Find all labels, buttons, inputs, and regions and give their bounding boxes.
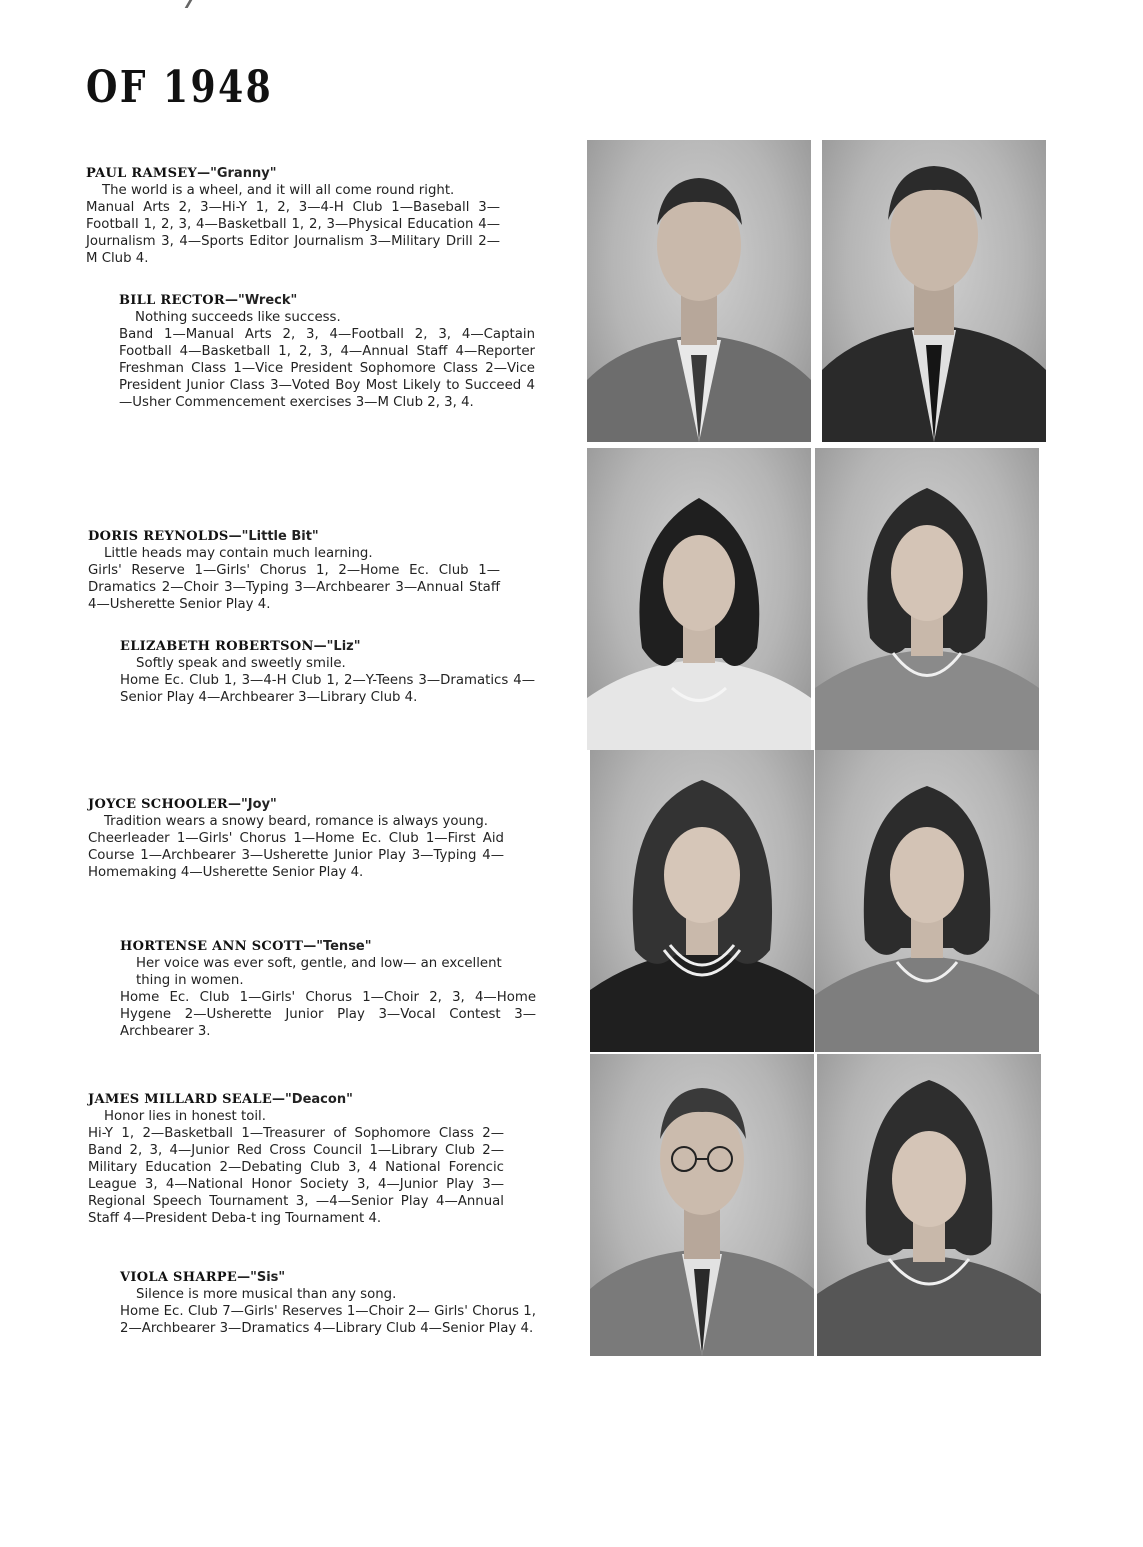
entry-activities: Cheerleader 1—Girls' Chorus 1—Home Ec. Club 1—First Aid Course 1—Archbearer 3—Usherette Junior Play 3—Typing 4—Homemaking 4—Usherette Senior Play 4. xyxy=(88,831,504,880)
entry-nickname: —"Deacon" xyxy=(272,1092,353,1107)
entry-nickname: —"Little Bit" xyxy=(228,529,319,544)
entry-paul-ramsey xyxy=(86,165,500,267)
entry-activities: Home Ec. Club 1—Girls' Chorus 1—Choir 2, 3, 4—Home Hygene 2—Usherette Junior Play 3—Vocal Contest 3—Archbearer 3. xyxy=(120,990,536,1039)
entry-elizabeth-robertson xyxy=(120,638,535,706)
entry-motto: Softly speak and sweetly smile. xyxy=(136,656,346,671)
stray-ink-mark xyxy=(177,0,193,8)
entry-nickname: —"Wreck" xyxy=(225,293,298,308)
entry-joyce-schooler xyxy=(88,796,504,881)
entry-name: HORTENSE ANN SCOTT xyxy=(120,939,304,954)
entry-name: VIOLA SHARPE xyxy=(120,1270,238,1285)
entry-motto: Tradition wears a snowy beard, romance is always young. xyxy=(104,814,488,829)
entry-nickname: —"Joy" xyxy=(228,797,277,812)
entry-activities: Hi-Y 1, 2—Basketball 1—Treasurer of Sophomore Class 2—Band 2, 3, 4—Junior Red Cross Council 1—Library Club 2—Military Education 2—Debating Club 3, 4 National Forencic League 3, 4—National Honor Society 3, 4—Junior Play 3—Regional Speech Tournament 3, —4—Senior Play 4—Annual Staff 4—President Deba-t ing Tournament 4. xyxy=(88,1126,504,1226)
entry-doris-reynolds xyxy=(88,528,500,613)
entry-motto: Her voice was ever soft, gentle, and low— an excellent thing in women. xyxy=(136,956,502,988)
entry-name: DORIS REYNOLDS xyxy=(88,529,229,544)
entry-activities: Girls' Reserve 1—Girls' Chorus 1, 2—Home Ec. Club 1—Dramatics 2—Choir 3—Typing 3—Archbearer 3—Annual Staff 4—Usherette Senior Play 4. xyxy=(88,563,500,612)
entry-nickname: —"Granny" xyxy=(197,166,277,181)
page-title: OF 1948 xyxy=(86,62,274,113)
entry-bill-rector xyxy=(119,292,535,411)
entry-name: ELIZABETH ROBERTSON xyxy=(120,639,314,654)
portrait-photo-hortense-ann-scott xyxy=(815,750,1039,1052)
portrait-photo-paul-ramsey xyxy=(587,140,811,442)
portrait-photo-joyce-schooler xyxy=(590,750,814,1052)
entry-nickname: —"Liz" xyxy=(313,639,361,654)
entry-activities: Home Ec. Club 7—Girls' Reserves 1—Choir 2— Girls' Chorus 1, 2—Archbearer 3—Dramatics 4—Library Club 4—Senior Play 4. xyxy=(120,1304,536,1336)
entry-name: JOYCE SCHOOLER xyxy=(88,797,229,812)
entry-viola-sharpe xyxy=(120,1269,536,1337)
entry-james-millard-seale xyxy=(88,1091,504,1227)
entry-motto: The world is a wheel, and it will all come round right. xyxy=(102,183,455,198)
entry-motto: Little heads may contain much learning. xyxy=(104,546,373,561)
entry-activities: Band 1—Manual Arts 2, 3, 4—Football 2, 3, 4—Captain Football 4—Basketball 1, 2, 3, 4—Annual Staff 4—Reporter Freshman Class 1—Vice President Sophomore Class 2—Vice President Junior Class 3—Voted Boy Most Likely to Succeed 4—Usher Commencement exercises 3—M Club 2, 3, 4. xyxy=(119,327,535,410)
entry-name: JAMES MILLARD SEALE xyxy=(88,1092,273,1107)
portrait-photo-elizabeth-robertson xyxy=(815,448,1039,750)
portrait-photo-james-millard-seale xyxy=(590,1054,814,1356)
portrait-photo-viola-sharpe xyxy=(817,1054,1041,1356)
entry-nickname: —"Tense" xyxy=(303,939,372,954)
entry-motto: Silence is more musical than any song. xyxy=(136,1287,397,1302)
entry-name: BILL RECTOR xyxy=(119,293,226,308)
portrait-photo-bill-rector xyxy=(822,140,1046,442)
portrait-photo-doris-reynolds xyxy=(587,448,811,750)
entry-name: PAUL RAMSEY xyxy=(86,166,198,181)
entry-motto: Nothing succeeds like success. xyxy=(135,310,341,325)
entry-activities: Home Ec. Club 1, 3—4-H Club 1, 2—Y-Teens 3—Dramatics 4—Senior Play 4—Archbearer 3—Library Club 4. xyxy=(120,673,535,705)
entry-activities: Manual Arts 2, 3—Hi-Y 1, 2, 3—4-H Club 1—Baseball 3—Football 1, 2, 3, 4—Basketball 1, 2, 3—Physical Education 4—Journalism 3, 4—Sports Editor Journalism 3—Military Drill 2—M Club 4. xyxy=(86,200,500,266)
entry-nickname: —"Sis" xyxy=(237,1270,286,1285)
entry-hortense-ann-scott xyxy=(120,938,536,1040)
entry-motto: Honor lies in honest toil. xyxy=(104,1109,266,1124)
